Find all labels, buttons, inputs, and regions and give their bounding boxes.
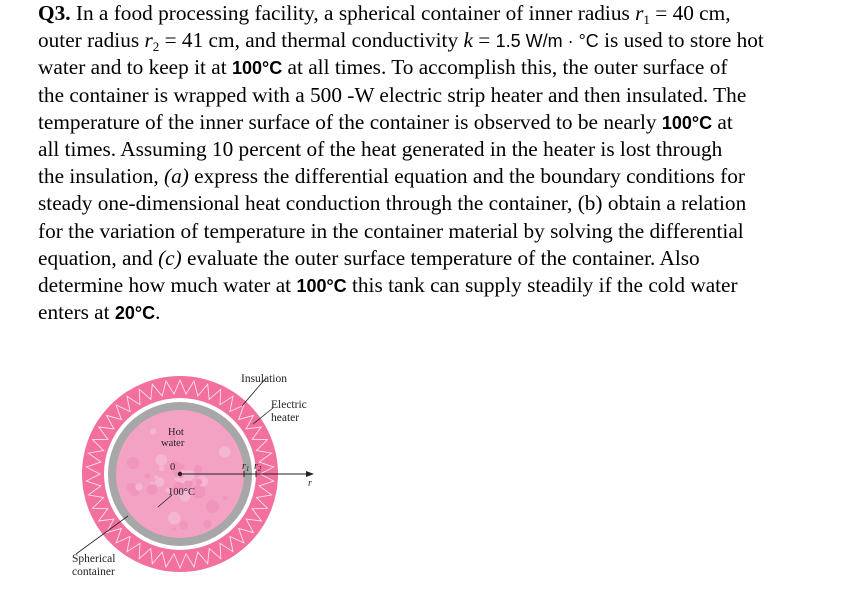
water-blob — [127, 457, 139, 469]
problem-text: determine how much water at — [38, 272, 297, 297]
label-water: water — [161, 438, 185, 449]
label-origin: 0 — [170, 462, 176, 473]
r1-subscript: 1 — [643, 12, 650, 27]
water-blob — [194, 465, 202, 473]
water-blob — [223, 495, 228, 500]
label-r1: $r_1$ — [242, 461, 250, 473]
origin-dot — [178, 472, 182, 476]
problem-text: outer radius — [38, 28, 145, 53]
r1-symbol: r — [635, 1, 644, 25]
question-number: Q3. — [38, 1, 71, 25]
label-heater: heater — [271, 412, 300, 424]
r2-subscript: 2 — [152, 39, 160, 55]
label-spherical: Spherical — [72, 553, 116, 565]
problem-line-4 — [38, 82, 848, 109]
water-blob — [219, 446, 230, 457]
water-blob — [203, 520, 211, 528]
water-blob — [126, 483, 136, 493]
problem-text: the container is wrapped with a 500 -W electric strip heater and then insulated. The — [38, 82, 747, 107]
problem-text: In a food processing facility, a spherical container of inner radius — [70, 1, 636, 25]
problem-text: . — [155, 300, 161, 325]
k-symbol: k — [463, 28, 473, 53]
water-blob — [168, 512, 181, 525]
problem-text: = 41 cm, and thermal conductivity — [159, 28, 464, 53]
label-insulation: Insulation — [241, 373, 287, 385]
temperature-value: 20°C — [114, 303, 156, 324]
problem-line-5 — [38, 109, 848, 136]
water-blob — [179, 521, 188, 530]
problem-line-3 — [38, 54, 848, 81]
problem-statement — [38, 0, 848, 326]
problem-text: express the differential equation and the boundary conditions for — [188, 164, 745, 189]
water-blob — [135, 483, 142, 490]
water-blob — [159, 466, 165, 472]
problem-line-12 — [38, 299, 848, 326]
water-blob — [155, 477, 164, 486]
spherical-container-figure — [60, 362, 350, 597]
problem-line-8 — [38, 190, 848, 217]
water-blob — [150, 428, 156, 434]
problem-text: enters at — [38, 300, 115, 325]
problem-text: at — [712, 109, 733, 134]
temperature-value: 100°C — [231, 58, 283, 79]
water-blob — [145, 473, 150, 478]
water-blob — [206, 500, 219, 513]
part-c-label: (c) — [158, 245, 182, 270]
radial-axis-arrow — [306, 471, 314, 477]
figure-svg — [60, 362, 350, 592]
part-a-label: (a) — [164, 164, 189, 189]
label-container: container — [72, 566, 115, 578]
problem-text: the insulation, — [38, 164, 164, 189]
problem-text: for the variation of temperature in the container material by solving the differential — [38, 218, 744, 243]
problem-text: = 40 cm, — [649, 1, 731, 25]
problem-text: evaluate the outer surface temperature of the container. Also — [181, 245, 700, 270]
problem-line-11 — [38, 272, 848, 299]
temperature-value: 100°C — [296, 275, 347, 296]
label-hot: Hot — [168, 427, 184, 438]
r2-symbol: r — [144, 28, 153, 53]
problem-text: at all times. To accomplish this, the outer surface of — [282, 55, 728, 80]
problem-text: steady one-dimensional heat conduction through the container, (b) obtain a relation — [38, 191, 747, 216]
problem-text: this tank can supply steadily if the cold water — [346, 272, 738, 297]
problem-text: water and to keep it at — [38, 55, 232, 80]
label-temperature: 100°C — [168, 487, 195, 498]
temperature-value: 100°C — [661, 112, 713, 133]
problem-line-1 — [38, 0, 848, 27]
label-electric: Electric — [271, 399, 307, 411]
problem-text: = — [472, 28, 496, 53]
problem-text: temperature of the inner surface of the container is observed to be nearly — [38, 109, 662, 134]
water-blob — [196, 479, 202, 485]
problem-text: all times. Assuming 10 percent of the heat generated in the heater is lost through — [38, 136, 723, 161]
water-blob — [183, 470, 194, 481]
water-blob — [172, 527, 176, 531]
problem-text: equation, and — [38, 245, 159, 270]
label-r2: $r_2$ — [254, 461, 262, 473]
problem-line-7 — [38, 163, 848, 190]
label-r-axis: r — [308, 478, 312, 489]
water-blob — [156, 459, 161, 464]
problem-text: is used to store hot — [598, 28, 764, 53]
problem-line-6 — [38, 136, 848, 163]
problem-line-2 — [38, 27, 848, 54]
problem-line-9 — [38, 218, 848, 245]
water-blob — [147, 484, 158, 495]
water-blob — [179, 464, 185, 470]
problem-line-10 — [38, 245, 848, 272]
k-value: 1.5 W/m · °C — [495, 31, 599, 52]
